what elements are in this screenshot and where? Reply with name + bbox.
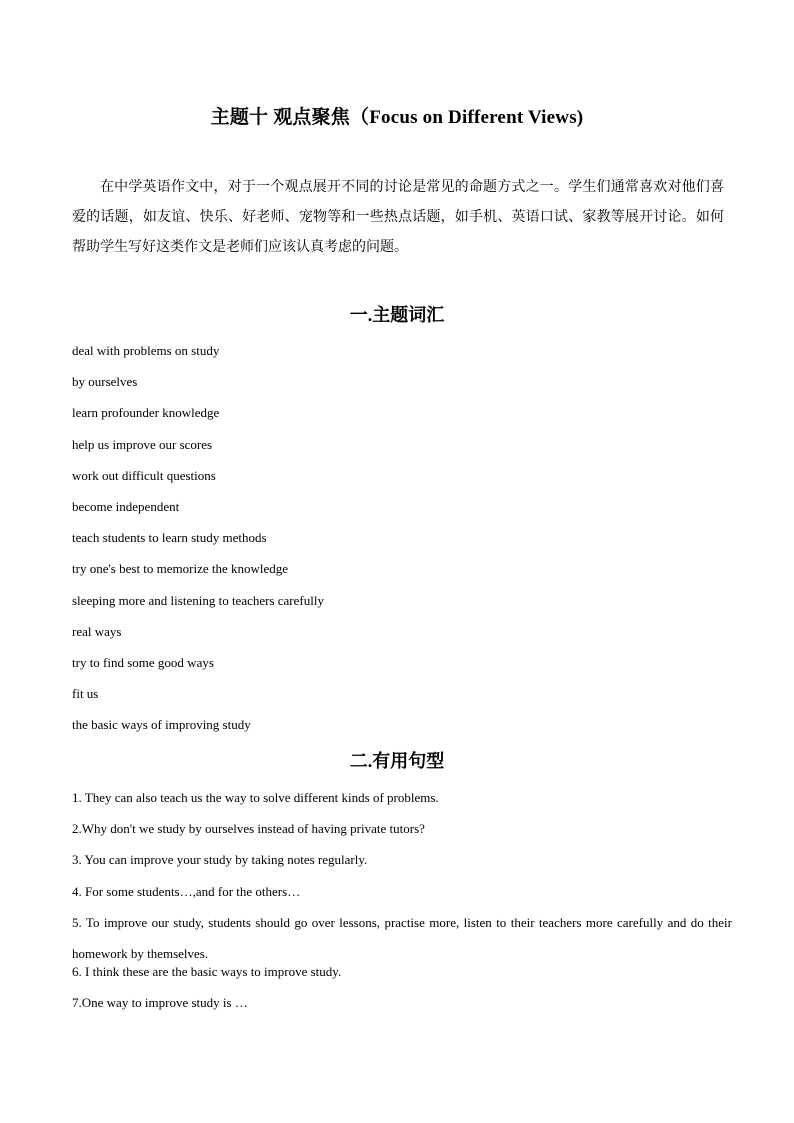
sentence-list [72, 789, 732, 1025]
intro-paragraph: 在中学英语作文中，对于一个观点展开不同的讨论是常见的命题方式之一。学生们通常喜欢对他们喜爱的话题，如友谊、快乐、好老师、宠物等和一些热点话题，如手机、英语口试、家教等展开讨论。如何帮助学生写好这类作文是老师们应该认真考虑的问题。 [72, 179, 724, 255]
sentence-item: 6. I think these are the basic ways to improve study. [72, 963, 342, 979]
sentence-item: 1. They can also teach us the way to solve different kinds of problems. [72, 790, 439, 805]
vocab-item: sleeping more and listening to teachers carefully [72, 592, 324, 608]
vocab-item: the basic ways of improving study [72, 717, 251, 733]
vocab-item: help us improve our scores [72, 436, 213, 452]
vocab-list [72, 342, 732, 747]
sentence-item: 5. To improve our study, students should go over lessons, practise more, listen to their teachers more carefully and do their homework by themselves. [72, 915, 732, 962]
sentence-item: 4. For some students…,and for the others… [72, 883, 301, 899]
vocab-item: try one's best to memorize the knowledge [72, 561, 289, 577]
sentence-heading: 二.有用句型 [349, 751, 445, 771]
vocab-item: by ourselves [72, 374, 138, 390]
vocab-item: work out difficult questions [72, 467, 216, 483]
vocab-item: teach students to learn study methods [72, 530, 267, 546]
vocab-item: deal with problems on study [72, 343, 220, 358]
sentence-item: 3. You can improve your study by taking notes regularly. [72, 852, 368, 868]
document-title: 主题十 观点聚焦（Focus on Different Views) [210, 107, 584, 128]
vocab-item: become independent [72, 498, 180, 514]
sentence-item: 2.Why don't we study by ourselves instead of having private tutors? [72, 821, 425, 837]
vocab-heading: 一.主题词汇 [349, 305, 445, 325]
vocab-item: learn profounder knowledge [72, 405, 220, 421]
vocab-item: real ways [72, 623, 122, 639]
vocab-item: try to find some good ways [72, 654, 214, 670]
sentence-item: 7.One way to improve study is … [72, 995, 248, 1011]
vocab-item: fit us [72, 686, 99, 702]
